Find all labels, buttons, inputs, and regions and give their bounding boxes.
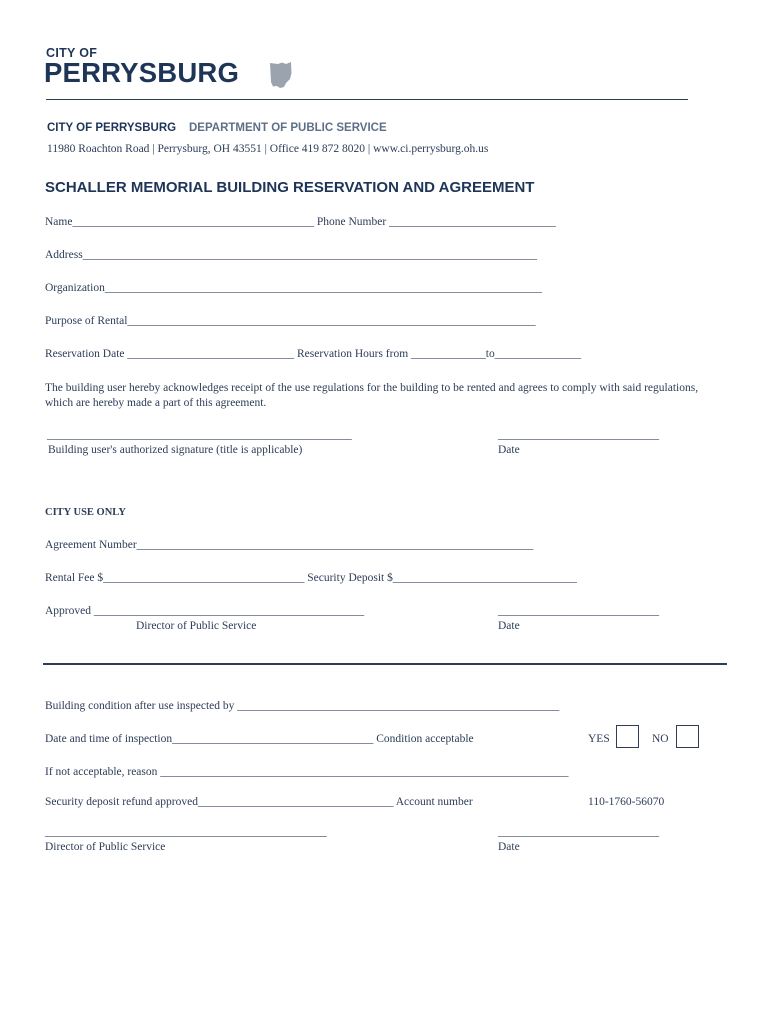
name-phone-field[interactable]: Name__________________________________________ Phone Number _____________________________ — [45, 216, 556, 228]
logo-city-of: CITY OF — [46, 46, 98, 60]
no-checkbox[interactable] — [676, 725, 699, 748]
director-signature-line[interactable]: _________________________________________________ — [45, 826, 327, 838]
city-use-heading: CITY USE ONLY — [45, 507, 126, 518]
purpose-field[interactable]: Purpose of Rental_______________________________________________________________________ — [45, 315, 536, 327]
refund-field[interactable]: Security deposit refund approved__________________________________ Account number — [45, 796, 473, 808]
signature-label: Building user's authorized signature (title is applicable) — [48, 444, 303, 456]
yes-checkbox[interactable] — [616, 725, 639, 748]
no-label: NO — [652, 733, 669, 745]
inspection-date-field[interactable]: Date and time of inspection___________________________________ Condition acceptable — [45, 733, 474, 745]
approved-title: Director of Public Service — [136, 620, 257, 632]
header-divider — [46, 99, 688, 100]
address-field[interactable]: Address_______________________________________________________________________________ — [45, 249, 537, 261]
header-contact: 11980 Roachton Road | Perrysburg, OH 43551 | Office 419 872 8020 | www.ci.perrysburg.oh.us — [47, 143, 489, 155]
reason-field[interactable]: If not acceptable, reason _______________________________________________________________________ — [45, 766, 569, 778]
approved-field[interactable]: Approved _______________________________________________ — [45, 605, 365, 617]
account-number: 110-1760-56070 — [588, 796, 665, 808]
ohio-state-icon — [269, 61, 293, 89]
logo-perrysburg: PERRYSBURG — [44, 57, 240, 88]
section-divider — [43, 663, 727, 665]
director-date-label: Date — [498, 841, 520, 853]
director-date-line[interactable]: ____________________________ — [498, 826, 659, 838]
signature-date-line[interactable]: ____________________________ — [498, 429, 659, 441]
page-title: SCHALLER MEMORIAL BUILDING RESERVATION AND AGREEMENT — [45, 179, 535, 196]
organization-field[interactable]: Organization____________________________________________________________________________ — [45, 282, 542, 294]
yes-label: YES — [588, 733, 610, 745]
signature-date-label: Date — [498, 444, 520, 456]
reservation-field[interactable]: Reservation Date _____________________________ Reservation Hours from _____________to_______________ — [45, 348, 581, 360]
header-department: DEPARTMENT OF PUBLIC SERVICE — [189, 122, 387, 134]
agreement-number-field[interactable]: Agreement Number_____________________________________________________________________ — [45, 539, 534, 551]
inspected-by-field[interactable]: Building condition after use inspected by ________________________________________________________ — [45, 700, 560, 712]
acknowledgement-text: The building user hereby acknowledges receipt of the use regulations for the building to be rented and agrees to comply with said regulations, which are hereby made a part of this agreement. — [45, 382, 699, 409]
signature-line[interactable]: _____________________________________________________ — [47, 429, 352, 441]
approved-date-label: Date — [498, 620, 520, 632]
director-label: Director of Public Service — [45, 841, 166, 853]
approved-date-line[interactable]: ____________________________ — [498, 605, 659, 617]
rental-deposit-field[interactable]: Rental Fee $___________________________________ Security Deposit $________________________________ — [45, 572, 577, 584]
header-org: CITY OF PERRYSBURG — [47, 122, 177, 134]
